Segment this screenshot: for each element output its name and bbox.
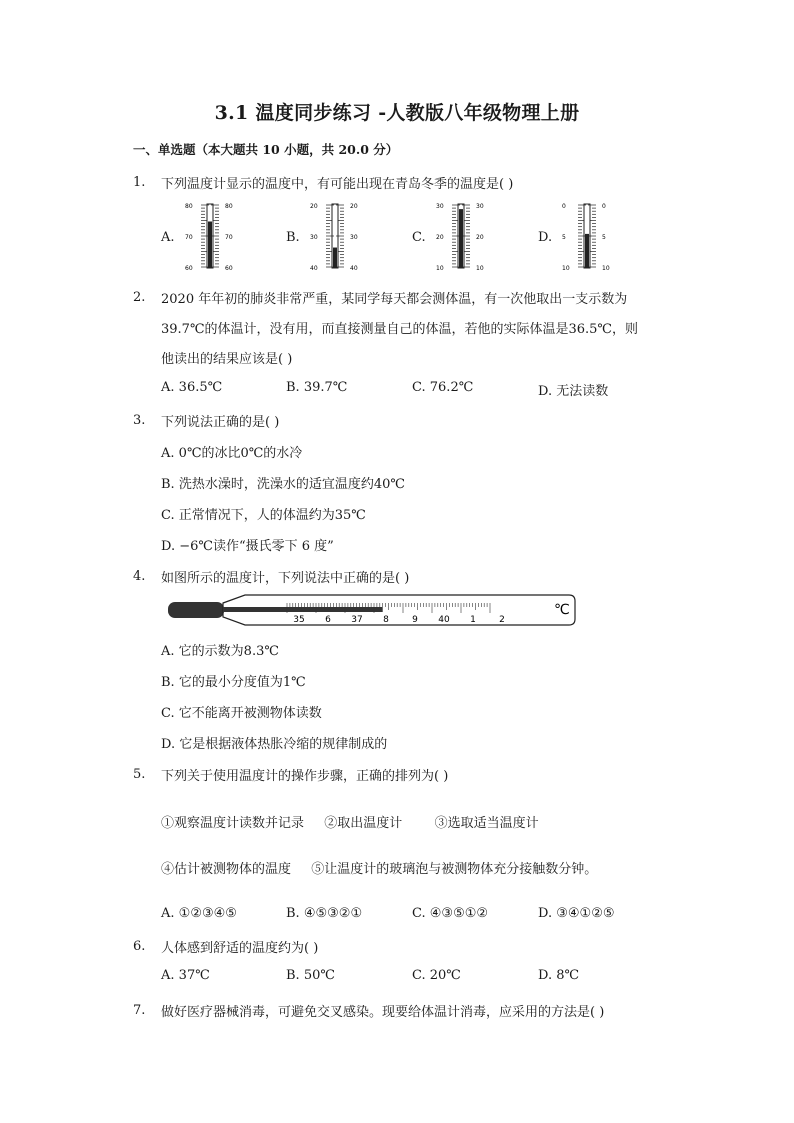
unit-label: ℃ [554,602,570,618]
section-heading: 一、单选题（本大题共 10 小题，共 20.0 分） [133,142,399,157]
scale-label: 1 [470,615,476,625]
option-a[interactable] [161,442,302,461]
option-label: C. [412,380,426,395]
question-number: 3. [133,413,146,428]
scale-bottom-label-right: 10 [476,265,484,272]
option-text: 39.7℃ [303,380,348,395]
question-number: 6. [133,939,146,954]
scale-mid-label-right: 30 [350,234,358,241]
scale-bottom-label-right: 40 [350,265,358,272]
liquid-column [208,222,212,269]
thermometer-scale-a [181,200,241,272]
option-label: A. [161,380,175,395]
thermometer-scale-c [432,200,492,272]
option-c[interactable] [161,702,322,721]
option-text: 0℃的冰比0℃的水冷 [178,446,303,461]
option-text: ③④①②⑤ [556,906,615,921]
option-a[interactable] [161,380,222,395]
scale-label: 40 [438,615,450,625]
scale-mid-label-right: 70 [225,234,233,241]
question-stem: 下列说法正确的是( ) [161,415,280,430]
option-label: C. [412,968,426,983]
scale-label: 9 [412,615,418,625]
option-b-label[interactable]: B. [286,230,300,245]
step-item: ②取出温度计 [324,816,403,831]
option-label: A. [161,446,175,461]
option-b[interactable] [161,671,306,690]
option-label: A. [161,644,175,659]
thermometer-bulb [168,602,224,618]
option-a[interactable] [161,968,210,983]
question-stem: 下列关于使用温度计的操作步骤，正确的排列为( ) [161,769,449,784]
scale-top-label-right: 80 [225,203,233,210]
step-item: ⑤让温度计的玻璃泡与被测物体充分接触数分钟。 [311,862,598,877]
scale-bottom-label: 10 [436,265,444,272]
option-c[interactable] [412,380,473,395]
scale-bottom-label-right: 60 [225,265,233,272]
question-stem: 人体感到舒适的温度约为( ) [161,941,319,956]
scale-label: 8 [383,615,389,625]
option-label: C. [161,706,175,721]
option-c-label[interactable]: C. [412,230,426,245]
scale-top-label: 20 [310,203,318,210]
option-text: 36.5℃ [178,380,223,395]
scale-label: 6 [325,615,331,625]
thermometer-scale-d [558,200,618,272]
option-text: 它的示数为8.3℃ [178,644,279,659]
question-number: 2. [133,290,146,305]
option-text: 它是根据液体热胀冷缩的规律制成的 [179,737,388,752]
option-label: D. [161,539,176,554]
liquid-column [585,234,589,268]
option-label: B. [161,477,175,492]
option-d[interactable] [538,906,615,921]
question-number: 5. [133,767,146,782]
option-c[interactable] [412,906,488,921]
option-b[interactable] [161,473,405,492]
question-stem: 做好医疗器械消毒，可避免交叉感染。现要给体温计消毒，应采用的方法是( ) [161,1005,605,1020]
mercury-column [223,607,383,612]
option-d[interactable] [538,968,579,983]
scale-bottom-label: 40 [310,265,318,272]
scale-mid-label-right: 5 [602,234,606,241]
option-c[interactable] [412,968,461,983]
scale-top-label: 80 [185,203,193,210]
liquid-column [459,209,463,268]
option-text: ①②③④⑤ [178,906,237,921]
option-label: D. [161,737,176,752]
liquid-column [333,248,337,268]
option-a-label[interactable]: A. [161,230,175,245]
question-number: 1. [133,175,146,190]
option-a[interactable] [161,640,279,659]
option-label: B. [286,906,300,921]
option-text: −6℃读作“摄氏零下 6 度” [179,539,334,554]
scale-top-label-right: 20 [350,203,358,210]
scale-label: 35 [293,615,305,625]
scale-top-label-right: 0 [602,203,606,210]
question-stem-line-2: 39.7℃的体温计，没有用，而直接测量自己的体温，若他的实际体温是36.5℃，则 [161,322,638,337]
clinical-thermometer-figure [167,594,577,626]
page-title: 3.1 温度同步练习 -人教版八年级物理上册 [214,102,580,124]
option-label: D. [538,384,553,399]
option-label: D. [538,906,553,921]
steps-line-2 [161,858,597,877]
option-d[interactable] [161,535,334,554]
option-label: C. [412,906,426,921]
thermometer-scale-b [306,200,366,272]
scale-label: 37 [351,615,363,625]
option-d-label[interactable]: D. [538,230,553,245]
question-stem-line-1: 2020 年年初的肺炎非常严重，某同学每天都会测体温，有一次他取出一支示数为 [161,292,628,307]
question-stem: 如图所示的温度计，下列说法中正确的是( ) [161,571,410,586]
option-label: A. [161,968,175,983]
option-text: 它的最小分度值为1℃ [178,675,306,690]
option-b[interactable] [286,968,335,983]
scale-top-label: 30 [436,203,444,210]
question-stem: 下列温度计显示的温度中，有可能出现在青岛冬季的温度是( ) [161,177,514,192]
option-label: A. [161,906,175,921]
scale-label: 2 [499,615,505,625]
scale-top-label: 0 [562,203,566,210]
option-text: 正常情况下，人的体温约为35℃ [178,508,366,523]
step-item: ①观察温度计读数并记录 [161,816,305,831]
steps-line-1 [161,812,539,831]
scale-mid-label: 5 [562,234,566,241]
option-text: 它不能离开被测物体读数 [178,706,322,721]
option-label: B. [286,380,300,395]
option-text: 20℃ [429,968,461,983]
step-item: ④估计被测物体的温度 [161,862,292,877]
option-c[interactable] [161,504,366,523]
option-d[interactable] [161,733,387,752]
scale-bottom-label: 10 [562,265,570,272]
scale-bottom-label: 60 [185,265,193,272]
scale-bottom-label-right: 10 [602,265,610,272]
option-label: B. [161,675,175,690]
option-label: C. [161,508,175,523]
question-number: 7. [133,1003,146,1018]
option-text: 76.2℃ [429,380,474,395]
option-label: D. [538,968,553,983]
option-text: ④⑤③②① [303,906,363,921]
scale-top-label-right: 30 [476,203,484,210]
option-d[interactable] [538,380,608,399]
option-text: 37℃ [178,968,210,983]
step-item: ③选取适当温度计 [434,816,539,831]
scale-mid-label: 30 [310,234,318,241]
question-number: 4. [133,569,146,584]
scale-labels [293,615,505,625]
question-stem-line-3: 他读出的结果应该是( ) [161,352,293,367]
scale-mid-label: 70 [185,234,193,241]
option-text: 50℃ [303,968,335,983]
option-text: ④③⑤①② [429,906,489,921]
option-text: 8℃ [556,968,580,983]
option-b[interactable] [286,906,362,921]
option-text: 无法读数 [556,384,609,399]
option-a[interactable] [161,906,237,921]
option-text: 洗热水澡时，洗澡水的适宜温度约40℃ [178,477,405,492]
option-b[interactable] [286,380,347,395]
scale-mid-label: 20 [436,234,444,241]
scale-mid-label-right: 20 [476,234,484,241]
option-label: B. [286,968,300,983]
